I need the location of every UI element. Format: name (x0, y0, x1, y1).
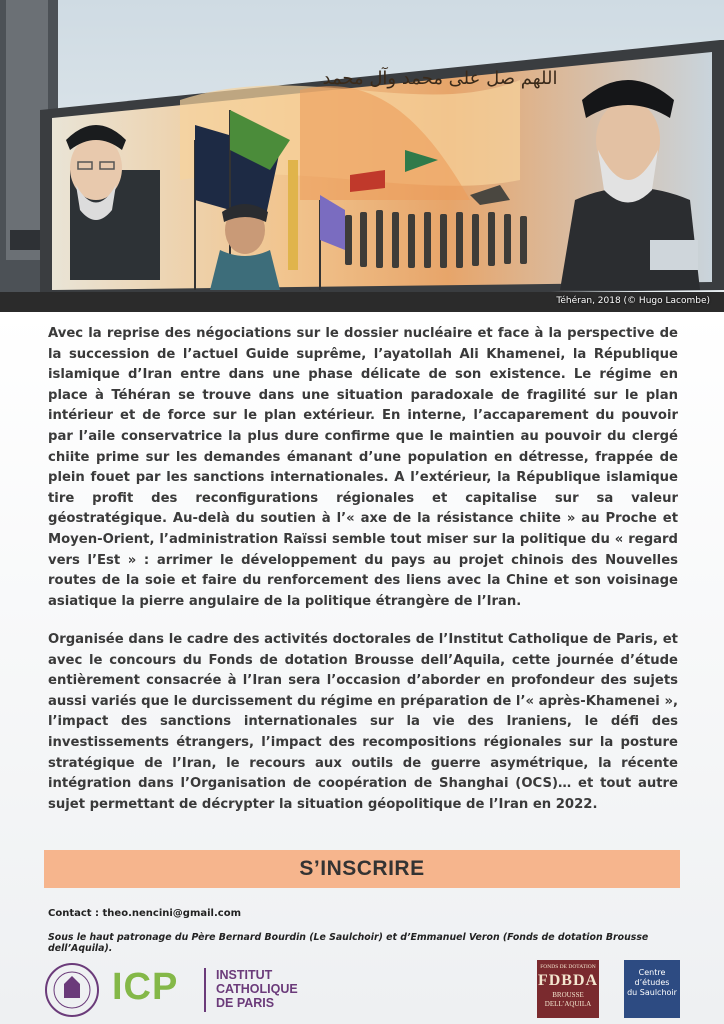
contact-label: Contact : (48, 908, 100, 919)
icp-seal-icon (44, 962, 100, 1018)
fdbda-logo: FONDS DE DOTATION FDBDA BROUSSE DELL’AQUILA (537, 960, 599, 1018)
icp-logo: ICP (112, 966, 179, 1008)
mural-arabic-caption: اللهم صل على محمد وآل محمد (322, 68, 558, 89)
icp-divider (204, 968, 206, 1012)
photo-credit: Téhéran, 2018 (© Hugo Lacombe) (556, 296, 710, 306)
contact-line (48, 908, 241, 919)
contact-email[interactable]: theo.nencini@gmail.com (102, 908, 242, 919)
patronage-note: Sous le haut patronage du Père Bernard Bourdin (Le Saulchoir) et d’Emmanuel Veron (Fonds de dotation Brousse dell’Aquila). (48, 932, 649, 954)
hero-mural-photo (0, 0, 724, 312)
register-button[interactable]: S’INSCRIRE (44, 850, 680, 888)
saulchoir-logo: Centre d’études du Saulchoir (624, 960, 680, 1018)
intro-paragraph: Avec la reprise des négociations sur le dossier nucléaire et face à la perspective de la succession de l’actuel Guide suprême, l’ayatollah Ali Khamenei, la République islamique d’Iran entre dans une phase délicate de son existence. Le régime en place à Téhéran se trouve dans une situation paradoxale de fragilité sur le plan intérieur et de force sur le plan extérieur. En interne, l’accaparement du pouvoir par l’aile conservatrice la plus dure confirme que le maintien au pouvoir du clergé chiite prime sur les demandes émanant d’une population en détresse, frappée de plein fouet par les sanctions internationales. A l’extérieur, la République islamique tire profit des reconfigurations régionales et capitalise sur sa valeur géostratégique. Au-delà du soutien à l’« axe de la résistance chiite » au Proche et Moyen-Orient, l’administration Raïssi semble tout miser sur la politique du « regard vers l’Est » : arrimer le développement du pays au projet chinois des Nouvelles routes de la soie et faire du renforcement des liens avec la Chine et son voisinage asiatique la pierre angulaire de la politique étrangère de l’Iran. (48, 326, 678, 609)
mural-illustration (0, 0, 724, 312)
content-area (0, 312, 724, 1024)
event-paragraph: Organisée dans le cadre des activités doctorales de l’Institut Catholique de Paris, et avec le concours du Fonds de dotation Brousse dell’Aquila, cette journée d’étude entièrement consacrée à l’Iran sera l’occasion d’aborder en profondeur des sujets aussi variés que le durcissement du régime en préparation de l’« après-Khamenei », l’impact des sanctions internationales sur la vie des Iraniens, le défi des investissements étrangers, l’impact des recompositions régionales sur la posture stratégique de l’Iran, le recours aux outils de guerre asymétrique, la récente intégration dans l’Organisation de coopération de Shanghai (OCS)… et tout autre sujet permettant de décrypter la situation géopolitique de l’Iran en 2022. (48, 632, 678, 812)
icp-name: INSTITUT CATHOLIQUE DE PARIS (216, 968, 298, 1010)
